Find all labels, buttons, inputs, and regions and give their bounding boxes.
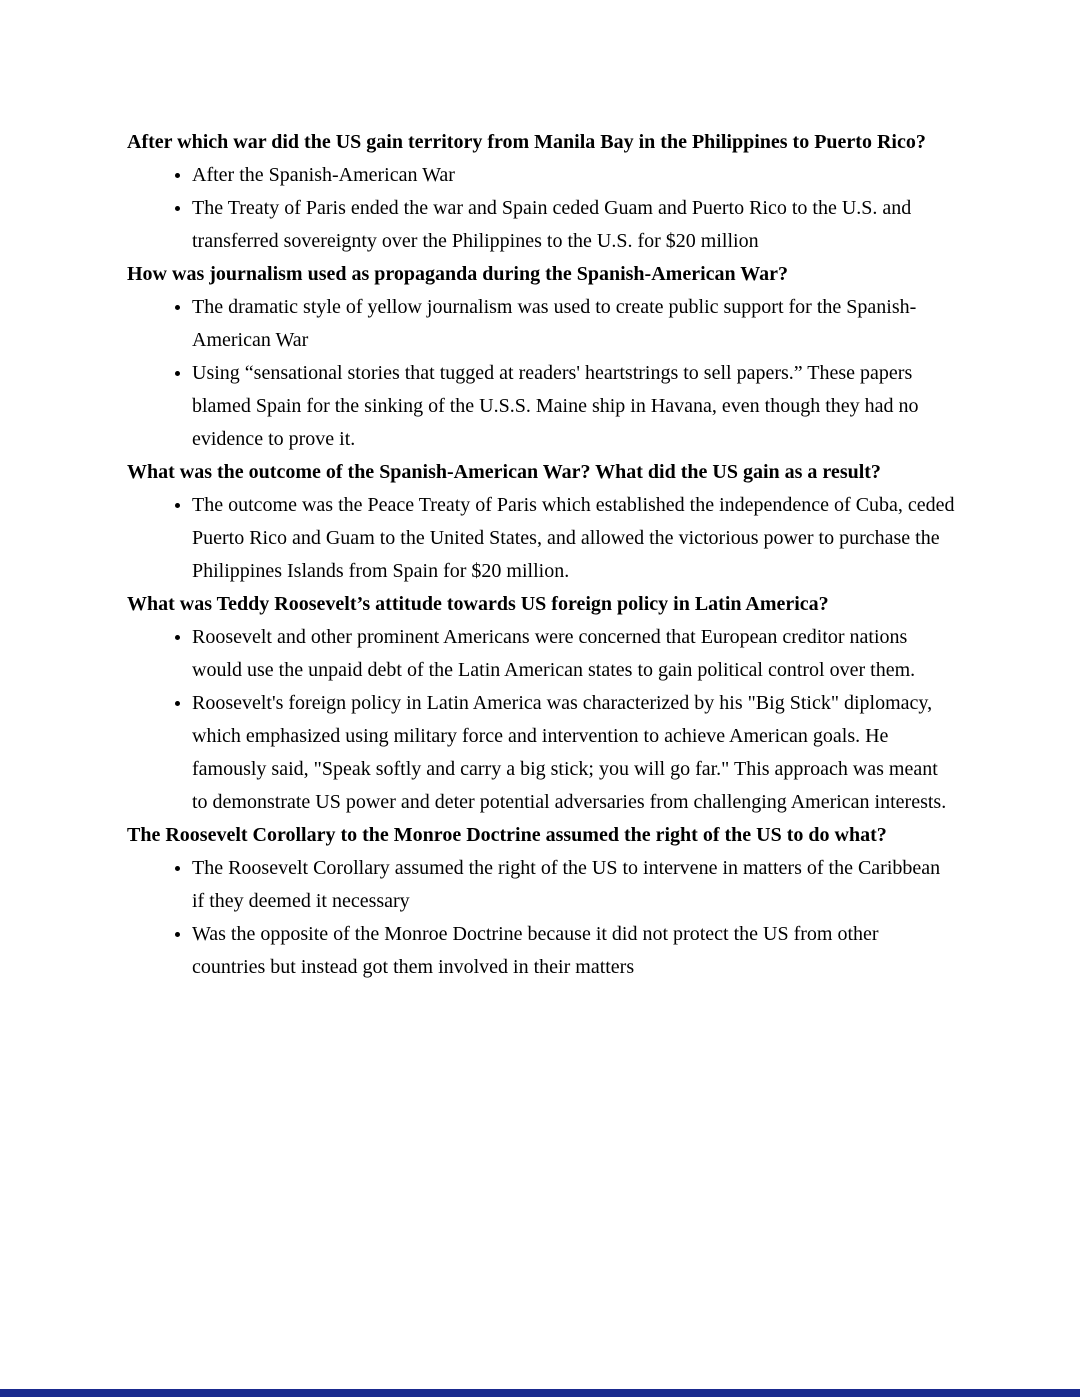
qa-block bbox=[127, 258, 955, 456]
question-text: What was the outcome of the Spanish-American War? What did the US gain as a result? bbox=[127, 461, 881, 483]
answer-item: • The outcome was the Peace Treaty of Paris which established the independence of Cuba, ceded Puerto Rico and Guam to the United States, and allowed the victorious power to purchase the Philippines Islands from Spain for $20 million. bbox=[192, 489, 955, 588]
answer-item: • Using “sensational stories that tugged at readers' heartstrings to sell papers.” These papers blamed Spain for the sinking of the U.S.S. Maine ship in Havana, even though they had no evidence to prove it. bbox=[192, 357, 955, 456]
qa-block bbox=[127, 126, 955, 258]
answer-list bbox=[127, 852, 955, 984]
question-text: After which war did the US gain territory from Manila Bay in the Philippines to Puerto Rico? bbox=[127, 131, 926, 153]
answer-list bbox=[127, 489, 955, 588]
answer-item: • Roosevelt and other prominent Americans were concerned that European creditor nations would use the unpaid debt of the Latin American states to gain political control over them. bbox=[192, 621, 955, 687]
answer-item: • The Treaty of Paris ended the war and Spain ceded Guam and Puerto Rico to the U.S. and transferred sovereignty over the Philippines to the U.S. for $20 million bbox=[192, 192, 955, 258]
bottom-accent-bar bbox=[0, 1389, 1080, 1397]
qa-block bbox=[127, 819, 955, 984]
qa-list bbox=[127, 126, 955, 984]
answer-list bbox=[127, 291, 955, 456]
answer-item: • After the Spanish-American War bbox=[192, 159, 955, 192]
answer-list bbox=[127, 159, 955, 258]
answer-item: • Was the opposite of the Monroe Doctrine because it did not protect the US from other countries but instead got them involved in their matters bbox=[192, 918, 955, 984]
question-text: How was journalism used as propaganda during the Spanish-American War? bbox=[127, 263, 789, 285]
qa-block bbox=[127, 456, 955, 588]
answer-item: • Roosevelt's foreign policy in Latin America was characterized by his "Big Stick" diplomacy, which emphasized using military force and intervention to achieve American goals. He famously said, "Speak softly and carry a big stick; you will go far." This approach was meant to demonstrate US power and deter potential adversaries from challenging American interests. bbox=[192, 687, 955, 819]
question-text: The Roosevelt Corollary to the Monroe Doctrine assumed the right of the US to do what? bbox=[127, 824, 887, 846]
answer-item: • The Roosevelt Corollary assumed the right of the US to intervene in matters of the Caribbean if they deemed it necessary bbox=[192, 852, 955, 918]
question-text: What was Teddy Roosevelt’s attitude towards US foreign policy in Latin America? bbox=[127, 593, 829, 615]
answer-item: • The dramatic style of yellow journalism was used to create public support for the Spanish-American War bbox=[192, 291, 955, 357]
answer-list bbox=[127, 621, 955, 819]
qa-block bbox=[127, 588, 955, 819]
